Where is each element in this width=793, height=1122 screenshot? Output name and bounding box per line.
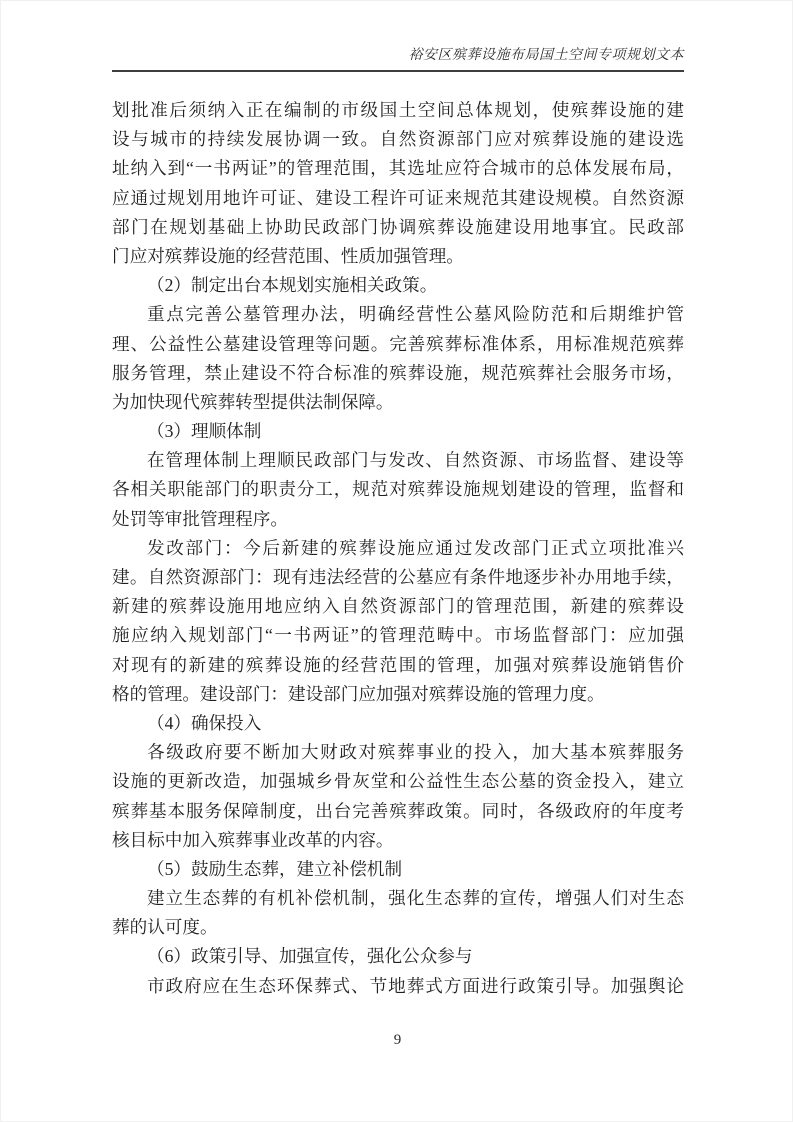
text-line: 部门在规划基础上协助民政部门协调殡葬设施建设用地事宜。民政部 [112, 216, 684, 237]
text-line: 重点完善公墓管理办法，明确经营性公墓风险防范和后期维护管 [147, 304, 684, 325]
text-line: 服务管理，禁止建设不符合标准的殡葬设施，规范殡葬社会服务市场， [112, 362, 684, 383]
text-line: 门应对殡葬设施的经营范围、性质加强管理。 [112, 245, 464, 266]
text-line: 殡葬基本服务保障制度，出台完善殡葬政策。同时，各级政府的年度考 [112, 800, 684, 821]
text-line: 格的管理。建设部门：建设部门应加强对殡葬设施的管理力度。 [112, 683, 605, 704]
text-line: 应通过规划用地许可证、建设工程许可证来规范其建设规模。自然资源 [112, 187, 684, 208]
text-line: 址纳入到“一书两证”的管理范围，其选址应符合城市的总体发展布局， [112, 158, 684, 179]
text-line: 设施的更新改造，加强城乡骨灰堂和公益性生态公墓的资金投入，建立 [112, 771, 684, 792]
text-line: 市政府应在生态环保葬式、节地葬式方面进行政策引导。加强舆论 [147, 975, 684, 996]
text-line: 划批准后须纳入正在编制的市级国土空间总体规划，使殡葬设施的建 [112, 100, 684, 120]
text-line: 建。自然资源部门：现有违法经营的公墓应有条件地逐步补办用地手续， [112, 567, 684, 587]
text-line: 各相关职能部门的职责分工，规范对殡葬设施规划建设的管理，监督和 [112, 479, 684, 500]
text-line: （4）确保投入 [147, 712, 262, 733]
page-footer [1, 1032, 793, 1049]
page-number: 9 [393, 1032, 402, 1048]
header-title: 裕安区殡葬设施布局国土空间专项规划文本 [408, 48, 684, 63]
text-line: 对现有的新建的殡葬设施的经营范围的管理，加强对殡葬设施销售价 [112, 654, 684, 675]
text-line: （3）理顺体制 [147, 421, 262, 442]
text-line: 葬的认可度。 [112, 917, 218, 938]
body-text [112, 96, 684, 1001]
text-line: 建立生态葬的有机补偿机制，强化生态葬的宣传，增强人们对生态 [147, 888, 684, 909]
text-line: 理、公益性公墓建设管理等问题。完善殡葬标准体系，用标准规范殡葬 [112, 333, 684, 354]
text-line: 核目标中加入殡葬事业改革的内容。 [112, 829, 394, 850]
text-line: 各级政府要不断加大财政对殡葬事业的投入，加大基本殡葬服务 [147, 742, 684, 763]
text-line: 在管理体制上理顺民政部门与发改、自然资源、市场监督、建设等 [147, 450, 684, 471]
page-header [112, 46, 684, 72]
text-line: 发改部门：今后新建的殡葬设施应通过发改部门正式立项批准兴 [147, 537, 684, 558]
text-line: 设与城市的持续发展协调一致。自然资源部门应对殡葬设施的建设选 [112, 129, 684, 150]
text-line: （2）制定出台本规划实施相关政策。 [147, 275, 438, 296]
text-line: （6）政策引导、加强宣传，强化公众参与 [147, 946, 473, 967]
text-line: （5）鼓励生态葬，建立补偿机制 [147, 858, 403, 879]
text-line: 处罚等审批管理程序。 [112, 508, 288, 529]
text-line: 施应纳入规划部门“一书两证”的管理范畴中。市场监督部门：应加强 [112, 625, 684, 646]
text-line: 新建的殡葬设施用地应纳入自然资源部门的管理范围，新建的殡葬设 [112, 596, 684, 617]
text-line: 为加快现代殡葬转型提供法制保障。 [112, 391, 394, 412]
